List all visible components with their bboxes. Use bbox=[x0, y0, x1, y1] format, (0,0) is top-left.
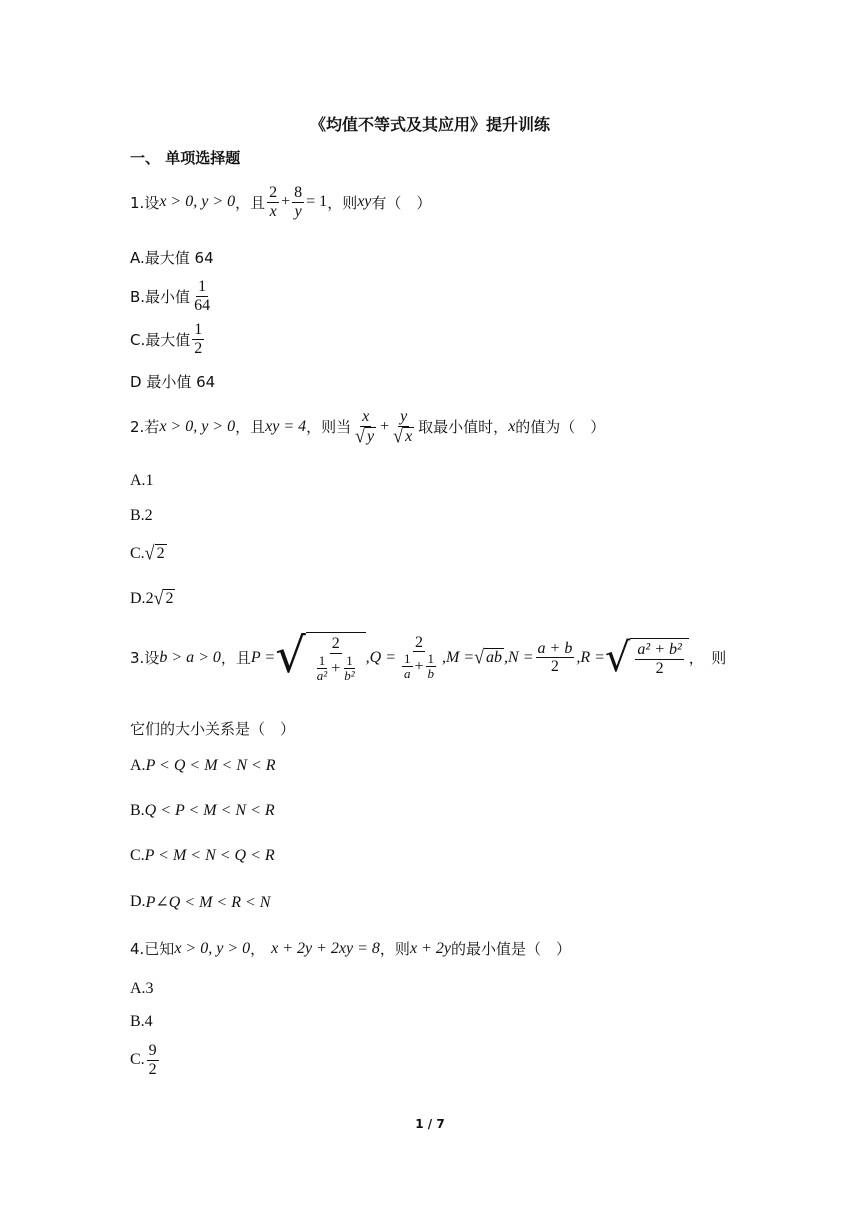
q2-option-d: D. 2 √ 2 bbox=[130, 586, 174, 609]
q1-mid: ，且 bbox=[235, 193, 266, 212]
q4-option-a: A.3 bbox=[130, 980, 154, 997]
q1-fraction-1: $\frac{2}{x}$ bbox=[269, 184, 278, 220]
q4-option-b: B.4 bbox=[130, 1013, 153, 1030]
q2-option-c: C. √ 2 bbox=[130, 541, 165, 564]
q2-fraction-1: x √ y bbox=[355, 408, 375, 447]
q3-q-fraction: 2 $\frac{1}{a}$ + $\frac{1}{b}$ bbox=[404, 633, 435, 682]
q3-option-a: A. P < Q < M < N < R bbox=[130, 757, 276, 774]
question-1: 1.设 x > 0, y > 0 ，且 $\frac{2}{x}$ + $\frac{8}{y}$ = 1 ，则 xy 有（ ） bbox=[130, 184, 432, 220]
document-title: 《均值不等式及其应用》提升训练 bbox=[309, 115, 550, 134]
q3-r-radical: √ $\frac{\text{a² + b²}}{2}$ bbox=[605, 638, 689, 678]
q3-p-radical: √ 2 $\frac{1}{\text{a²}}$ + $\frac{1}{\text{b²}}$ bbox=[275, 632, 365, 683]
q3-option-c: C. P < M < N < Q < R bbox=[130, 847, 275, 864]
q1-option-b: B.最小值 $\frac{1}{64}$ bbox=[130, 278, 211, 314]
q3-option-d: D. P∠Q < M < R < N bbox=[130, 893, 271, 911]
question-2: 2.若 x > 0, y > 0 ，且 xy = 4 ，则当 x √ y + y √ x 取最小值时， x 的值为（ ） bbox=[130, 408, 606, 447]
q1-condition: x > 0, y > 0 bbox=[159, 193, 236, 211]
q2-fraction-2: y √ x bbox=[393, 408, 413, 447]
q3-line-2: 它们的大小关系是（ ） bbox=[130, 720, 296, 738]
q3-option-b: B. Q < P < M < N < R bbox=[130, 802, 275, 819]
q1-prefix: 1.设 bbox=[130, 193, 160, 212]
q1-fraction-2: $\frac{8}{y}$ bbox=[294, 184, 303, 220]
q2-option-b: B.2 bbox=[130, 507, 153, 524]
q1-option-d: D 最小值 64 bbox=[130, 373, 216, 391]
q4-option-c: C. $\frac{9}{2}$ bbox=[130, 1042, 157, 1078]
question-4: 4.已知 x > 0, y > 0 ， x + 2y + 2xy = 8 ，则 x + 2y 的最小值是（ ） bbox=[130, 939, 571, 958]
q1-option-c: C.最大值 $\frac{1}{2}$ bbox=[130, 321, 203, 357]
section-heading: 一、 单项选择题 bbox=[130, 149, 241, 167]
page-number: 1 / 7 bbox=[415, 1117, 445, 1131]
q2-option-a: A.1 bbox=[130, 472, 154, 489]
q1-option-a: A.最大值 64 bbox=[130, 249, 214, 267]
question-3: 3.设 b > a > 0 ，且 P = √ 2 $\frac{1}{\text{a²}}$ + $\frac{1}{\text{b²}}$ ,Q = 2 $\frac{1}{a}$ + $\frac{1}{b}$ ,M = √ ab ,N = $\frac{a + b}{2}$ ,R = √ $\frac{\text{a² + b²}}{2}$ ， 则 bbox=[130, 628, 727, 684]
